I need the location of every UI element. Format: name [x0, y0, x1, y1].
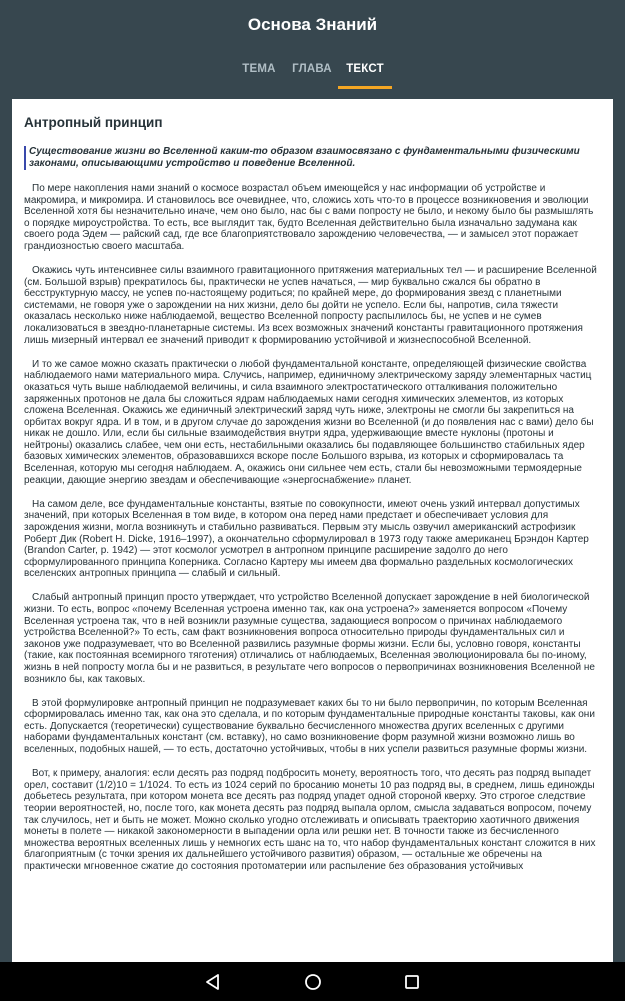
article-paragraph: По мере накопления нами знаний о космосе возрастал объем имеющейся у нас информации об устройстве и макромира, и микромира. И становилось все очевиднее, что, сложись хоть что-то в процессе возникновения и эволюции Вселенной хотя бы незначительно иначе, чем оно было, нас бы с вами попросту не было, и некому было бы размышлять о порядке мироустройства. То есть, все выглядит так, будто Вселенная действительно была изначально задумана как своего рода Эдем — райский сад, где все благоприятствовало зарождению человечества, — и замысел этот поражает грандиозностью своего масштаба. — [24, 183, 594, 252]
back-button[interactable] — [183, 962, 243, 1001]
article-paragraph: В этой формулировке антропный принцип не подразумевает каких бы то ни было первопричин, по которым Вселенная сформировалась именно так, как она это сделала, и по которым фундаментальные природные константы таковы, как они есть. Допускается (теоретически) существование буквально бесчисленного множества других вселенных с другими наборами фундаментальных констант (см. вставку), но само возникновение форм разумной жизни возможно лишь во вселенных, подобных нашей, — то есть, достаточно устойчивых, чтобы в них успели развиться разумные формы жизни. — [24, 697, 595, 756]
article-content[interactable] — [12, 99, 613, 962]
home-button[interactable] — [283, 962, 343, 1001]
article-paragraph: Вот, к примеру, аналогия: если десять раз подряд подбросить монету, вероятность того, что десять раз подряд выпадет орел, составит (1/2)10 = 1/1024. То есть из 1024 серий по бросанию монеты 10 раз подряд вы, в среднем, лишь единожды добьетесь результата, при котором монета все десять раз подряд упадет одной стороной кверху. Это строгое следствие теории вероятностей, но, после того, как монета десять раз подряд выпала орлом, смысла задаваться вопросом, почему так случилось, нет и быть не может. Можно сколько угодно отслеживать и описывать траекторию хаотичного движения монеты в полете — никакой закономерности в выпадении орла или решки нет. В точности также из бесчисленного множества вероятных вселенных лишь у немногих есть шанс на то, что набор фундаментальных констант сложится в них благоприятным (с точки зрения их дальнейшего устойчивого развития) образом, — остальные же обречены на практически мгновенное сжатие до состояния протоматерии или распыление без образования устойчивых — [24, 768, 596, 872]
recents-button[interactable] — [382, 962, 442, 1001]
active-tab-indicator — [338, 86, 392, 89]
article-paragraph: И то же самое можно сказать практически о любой фундаментальной константе, определяющей физические свойства наблюдаемого нами материального мира. Случись, например, единичному электрическому заряду элементарных частиц оказаться чуть выше наблюдаемой величины, и сила взаимного электростатического отталкивания положительно заряженных протонов не дала бы сложиться ядрам наблюдаемых нами сегодня химических элементов, из которых сложена Вселенная. Окажись же единичный электрический заряд чуть ниже, электроны не смогли бы закрепиться на орбитах вокруг ядра. И в том, и в другом случае до зарождения жизни во Вселенной (и до появления нас с вами) дело бы никак не дошло. Или, если бы сильные взаимодействия внутри ядра, удерживающие вместе нуклоны (протоны и нейтроны) оказались слабее, чем они есть, нестабильными оказались бы подавляющее большинство стабильных ядер базовых химических элементов, образовавшихся вскоре после Большого взрыва, из которых и сформировалась та Вселенная, которую мы сегодня наблюдаем. А, окажись они сильнее чем есть, стали бы невозможными термоядерные реакции, дающие энергию звездам и обеспечивающие «энергоснабжение» планет. — [24, 358, 594, 486]
app-bar — [0, 0, 625, 97]
tab-text[interactable]: ТЕКСТ — [346, 63, 384, 75]
app-title: Основа Знаний — [247, 15, 378, 34]
back-triangle-icon — [204, 973, 222, 991]
article-paragraph: Окажись чуть интенсивнее силы взаимного гравитационного притяжения материальных тел — и расширение Вселенной (см. Большой взрыв) прекратилось бы, практически не успев начаться, — мир буквально сжался бы обратно в бесструктурную массу, не успев по-настоящему родиться; по крайней мере, до формирования звезд с планетными системами, не говоря уже о зарождении на них жизни, дело бы дойти не успело. Если бы, напротив, сила тяжести оказалась несколько ниже наблюдаемой, вещество Вселенной попросту распылилось бы, не успев и не сумев локализоваться в звездно-планетарные системы. Из всех возможных значений константы гравитационного протяжения лишь мизерный интервал ее значений приводит к формированию устойчивой и жизнеспособной Вселенной. — [24, 265, 597, 346]
article-lead: Существование жизни во Вселенной каким-то образом взаимосвязано с фундаментальными физическими законами, описывающими устройство и поведение Вселенной. — [24, 146, 601, 170]
tab-topic[interactable]: ТЕМА — [242, 63, 276, 75]
home-circle-icon — [304, 973, 322, 991]
recents-square-icon — [403, 973, 421, 991]
tab-chapter[interactable]: ГЛАВА — [292, 63, 332, 75]
system-navigation-bar — [0, 962, 625, 1001]
article-paragraph: На самом деле, все фундаментальные константы, взятые по совокупности, имеют очень узкий интервал допустимых значений, при которых Вселенная в том виде, в котором она перед нами предстает и обеспечивает условия для зарождения жизни, могла возникнуть и стабильно развиваться. Первым эту мысль озвучил американский астрофизик Роберт Дик (Robert H. Dicke, 1916–1997), а окончательно сформулировал в 1973 году также американец Брэндон Картер (Brandon Carter, р. 1942) — этот космолог усмотрел в антропном принципе расширение задолго до него сформулированного принципа Коперника. Согласно Картеру мы имеем два формально раздельных космологических вселенских антропных принципа — слабый и сильный. — [24, 498, 589, 580]
article-title: Антропный принцип — [24, 115, 163, 130]
article-paragraph: Слабый антропный принцип просто утверждает, что устройство Вселенной допускает зарождение в ней биологической жизни. То есть, вопрос «почему Вселенная устроена именно так, как она устроена?» заменяется вопросом «Почему Вселенная устроена так, что в ней возникли разумные существа, задающиеся вопросом о причинах наблюдаемого устройства Вселенной?» То есть, сам факт возникновения вопроса относительно природы фундаментальных сил и законов уже подразумевает, что во Вселенной развились разумные формы жизни. Если бы, условно говоря, константы (такие, как постоянная всемирного тяготения) отличались от наблюдаемых, Вселенная эволюционировала бы по-иному, жизнь в ней попросту могла бы и не развиться, в результате чего вопросов о первопричинах возникновения Вселенной не возникло бы, как таковых. — [24, 592, 595, 685]
tab-bar — [0, 52, 625, 92]
